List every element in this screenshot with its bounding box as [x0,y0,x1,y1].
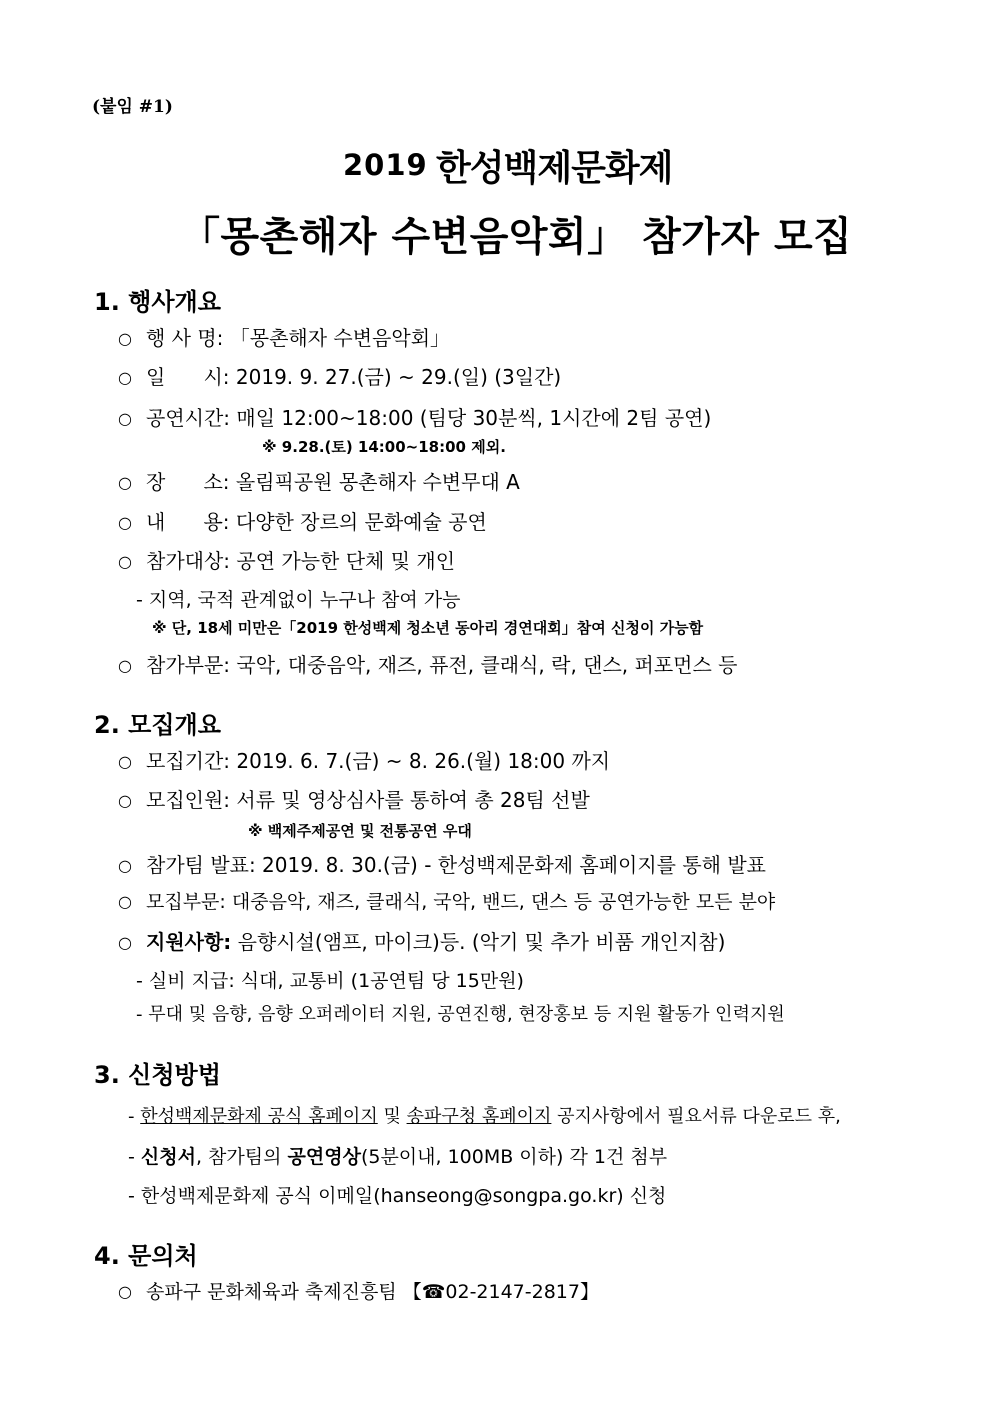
overview-item-genres [118,649,737,678]
bullet-icon: ○ [118,513,132,532]
contact-item [118,1277,599,1304]
bullet-icon: ○ [118,933,132,952]
attachment-label: (붙임 #1) [92,97,173,117]
preference-note: ※ 백제주제공연 및 전통공연 우대 [248,822,472,840]
connector-text: 및 [377,1106,407,1127]
section-heading-contact: 4. 문의처 [94,1242,198,1270]
support-detail-expenses: - 실비 지급: 식대, 교통비 (1공연팀 당 15만원) [136,970,524,992]
dash-marker: - [128,1146,141,1168]
item-value: 「몽촌해자 수변음악회」 [223,326,451,350]
item-label: 참가대상: [146,549,231,573]
item-label: 일 시: [146,365,230,389]
bullet-icon: ○ [118,856,132,875]
bullet-icon: ○ [118,552,132,571]
bullet-icon: ○ [118,409,132,428]
recruitment-item-categories [118,887,775,914]
bullet-icon: ○ [118,892,132,911]
recruitment-item-count [118,784,590,813]
item-value: 음향시설(앰프, 마이크)등. (악기 및 추가 비품 개인지참) [231,930,726,954]
age-restriction-note: ※ 단, 18세 미만은「2019 한성백제 청소년 동아리 경연대회」참여 신청이 가능함 [152,619,704,637]
recruitment-item-support [118,926,725,955]
time-exception-note: ※ 9.28.(토) 14:00~18:00 제외. [262,438,506,456]
eligibility-detail: - 지역, 국적 관계없이 누구나 참여 가능 [136,589,461,611]
item-label: 모집인원: [146,788,231,812]
section-heading-recruitment: 2. 모집개요 [94,711,221,739]
item-label: 모집부문: [146,891,226,913]
section-heading-application: 3. 신청방법 [94,1061,221,1089]
application-step-download [128,1102,841,1128]
section-heading-overview: 1. 행사개요 [94,288,221,316]
overview-item-venue [118,466,520,495]
item-value: 국악, 대중음악, 재즈, 퓨전, 클래식, 락, 댄스, 퍼포먼스 등 [230,653,738,677]
item-value: 올림픽공원 몽촌해자 수변무대 A [229,470,520,494]
item-label: 모집기간: [146,749,231,773]
item-label: 행 사 명: [146,326,224,350]
item-label: 참가팀 발표: [146,853,256,877]
festival-logo-text: 한성백제문화제 [436,148,673,189]
district-homepage-link[interactable]: 송파구청 홈페이지 [406,1106,552,1127]
step-text: (5분이내, 100MB 이하) 각 1건 첨부 [360,1146,668,1168]
item-label: 내 용: [146,510,230,534]
performance-video-text: 공연영상 [287,1146,361,1168]
item-value: 2019. 9. 27.(금) ~ 29.(일) (3일간) [229,365,562,389]
item-value: 다양한 장르의 문화예술 공연 [229,510,487,534]
application-step-email: - 한성백제문화제 공식 이메일(hanseong@songpa.go.kr) 신청 [128,1185,667,1207]
overview-item-name [118,322,450,351]
bullet-icon: ○ [118,329,132,348]
application-form-text: 신청서 [140,1146,196,1168]
item-value: 공연 가능한 단체 및 개인 [230,549,456,573]
overview-item-time [118,402,711,431]
event-year: 2019 [343,148,428,182]
contact-text: 송파구 문화체육과 축제진흥팀 【☎02-2147-2817】 [146,1281,599,1303]
bullet-icon: ○ [118,1282,132,1301]
item-label: 참가부문: [146,653,231,677]
item-value: 대중음악, 재즈, 클래식, 국악, 밴드, 댄스 등 공연가능한 모든 분야 [225,891,776,913]
support-detail-staff: - 무대 및 음향, 음향 오퍼레이터 지원, 공연진행, 현장홍보 등 지원 활동가 인력지원 [136,1004,785,1025]
recruitment-item-period [118,745,610,774]
connector-text: , 참가팀의 [195,1146,288,1168]
festival-homepage-link[interactable]: 한성백제문화제 공식 홈페이지 [140,1106,378,1127]
item-value: 2019. 8. 30.(금) - 한성백제문화제 홈페이지를 통해 발표 [255,853,766,877]
overview-item-content [118,506,487,535]
step-text: 공지사항에서 필요서류 다운로드 후, [551,1106,841,1127]
item-label: 장 소: [146,470,230,494]
item-value: 2019. 6. 7.(금) ~ 8. 26.(월) 18:00 까지 [230,749,611,773]
dash-marker: - [128,1106,141,1127]
item-label: 공연시간: [146,406,231,430]
application-step-attach [128,1142,667,1169]
item-value: 매일 12:00~18:00 (팀당 30분씩, 1시간에 2팀 공연) [230,406,712,430]
item-value: 서류 및 영상심사를 통하여 총 28팀 선발 [230,788,590,812]
item-label: 지원사항: [146,930,232,954]
bullet-icon: ○ [118,368,132,387]
overview-item-eligibility [118,545,455,574]
bullet-icon: ○ [118,752,132,771]
bullet-icon: ○ [118,791,132,810]
document-title: 「몽촌해자 수변음악회」 참가자 모집 [180,214,853,260]
overview-item-date [118,361,561,390]
bullet-icon: ○ [118,656,132,675]
recruitment-item-announcement [118,849,766,878]
bullet-icon: ○ [118,473,132,492]
